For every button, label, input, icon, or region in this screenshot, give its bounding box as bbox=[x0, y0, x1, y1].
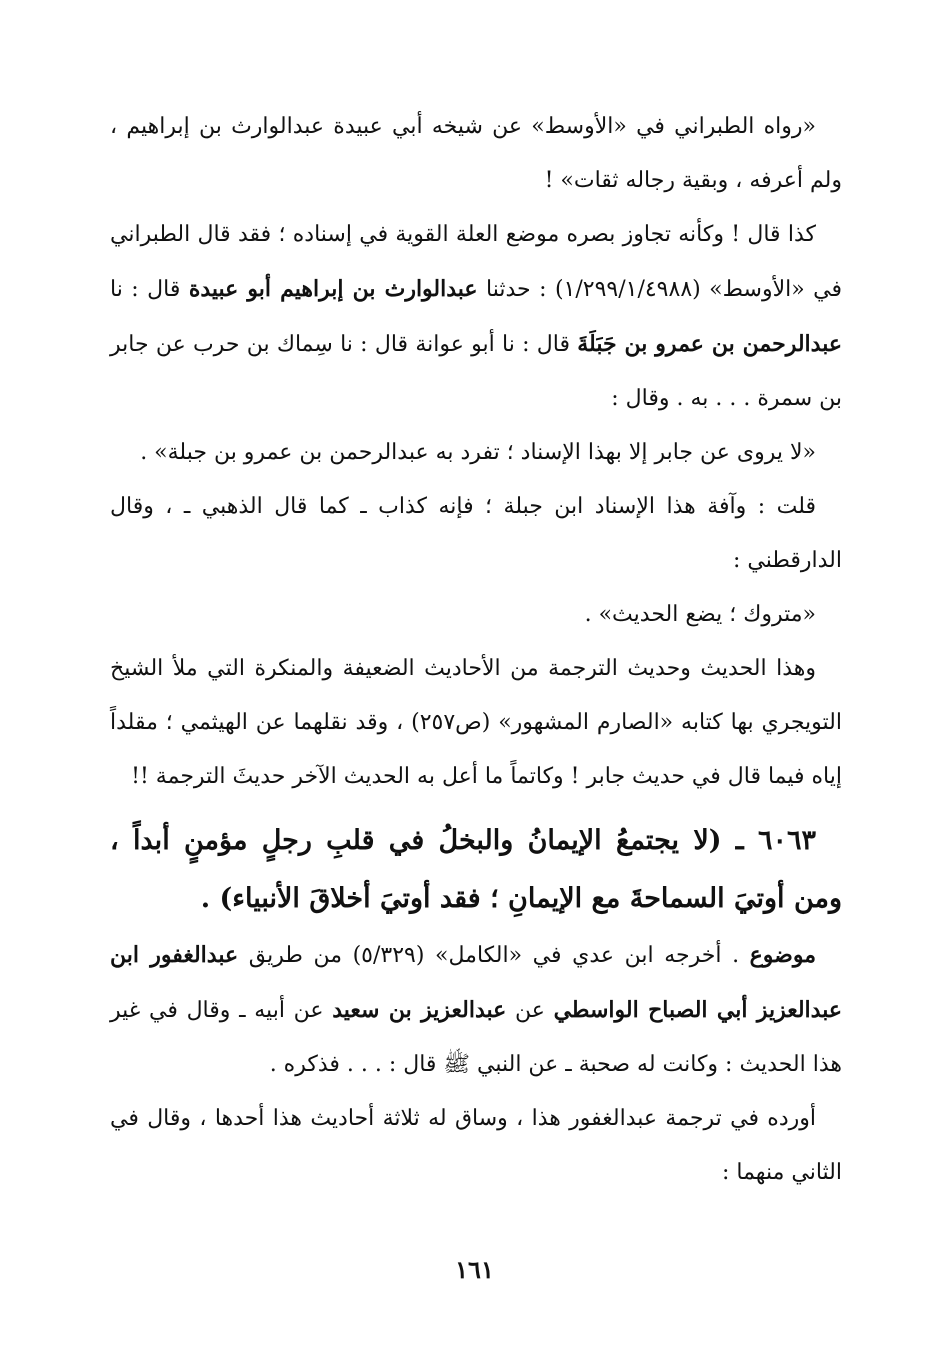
paragraph-quote-daraqutni: «متروك ؛ يضع الحديث» . bbox=[584, 602, 816, 627]
text-run: عن أبيه ـ وقال في غير هذا الحديث : وكانت له صحبة ـ عن النبي ﷺ قال : . . . فذكره . bbox=[110, 998, 842, 1077]
paragraph-quote-tabarani: «لا يروى عن جابر إلا بهذا الإسناد ؛ تفرد به عبدالرحمن بن عمرو بن جبلة» . bbox=[140, 440, 816, 465]
text-run: قال : نا أبو عوانة قال : نا سِماك بن حرب عن جابر بن سمرة . . . به . وقال : bbox=[110, 332, 842, 411]
narrator-name: عبدالوارث بن إبراهيم أبو عبيدة bbox=[188, 276, 478, 302]
paragraph-isnad-tabarani bbox=[110, 208, 842, 426]
text-run: كذا قال ! وكأنه تجاوز بصره موضع العلة القوية في إسناده ؛ فقد قال الطبراني في «الأوسط» (١/٢٩٩/١/٤٩٨٨) : حدثنا bbox=[110, 222, 843, 302]
paragraph-tuwaijri: وهذا الحديث وحديث الترجمة من الأحاديث الضعيفة والمنكرة التي ملأ الشيخ التويجري بها كتابه «الصارم المشهور» (ص٢٥٧) ، وقد نقلهما عن الهيثمي ؛ مقلداً إياه فيما قال في حديث جابر ! وكاتماً ما أعل به الحديث الآخر حديثَ الترجمة !! bbox=[110, 656, 843, 789]
text-run: عن bbox=[506, 998, 554, 1023]
page-body bbox=[110, 100, 842, 1200]
text-run: . أخرجه ابن عدي في «الكامل» (٥/٣٢٩) من طريق bbox=[238, 943, 750, 968]
hadith-heading: ٦٠٦٣ ـ (لا يجتمعُ الإيمانُ والبخلُ في قلبِ رجلٍ مؤمنٍ أبداً ، ومن أوتيَ السماحةَ مع الإيمانِ ؛ فقد أوتيَ أخلاقَ الأنبياء) . bbox=[110, 825, 842, 914]
narrator-name: عبدالرحمن بن عمرو بن جَبَلَةَ bbox=[577, 331, 842, 357]
text-run: قال : نا bbox=[110, 277, 189, 302]
paragraph-critique: قلت : وآفة هذا الإسناد ابن جبلة ؛ فإنه كذاب ـ كما قال الذهبي ـ ، وقال الدارقطني : bbox=[110, 494, 842, 573]
narrator-name: عبدالغفور ابن عبدالعزيز أبي الصباح الواسطي bbox=[110, 942, 842, 1023]
paragraph-quote-haythami: «رواه الطبراني في «الأوسط» عن شيخه أبي عبيدة عبدالوارث بن إبراهيم ، ولم أعرفه ، وبقية رجاله ثقات» ! bbox=[110, 114, 842, 193]
grading-label: موضوع bbox=[749, 942, 816, 968]
paragraph-ibn-adi: أورده في ترجمة عبدالغفور هذا ، وساق له ثلاثة أحاديث هذا أحدها ، وقال في الثاني منهما : bbox=[110, 1106, 842, 1185]
page-number: ١٦١ bbox=[455, 1255, 494, 1284]
paragraph-grading bbox=[110, 928, 842, 1092]
narrator-name: عبدالعزيز بن سعيد bbox=[332, 997, 507, 1023]
